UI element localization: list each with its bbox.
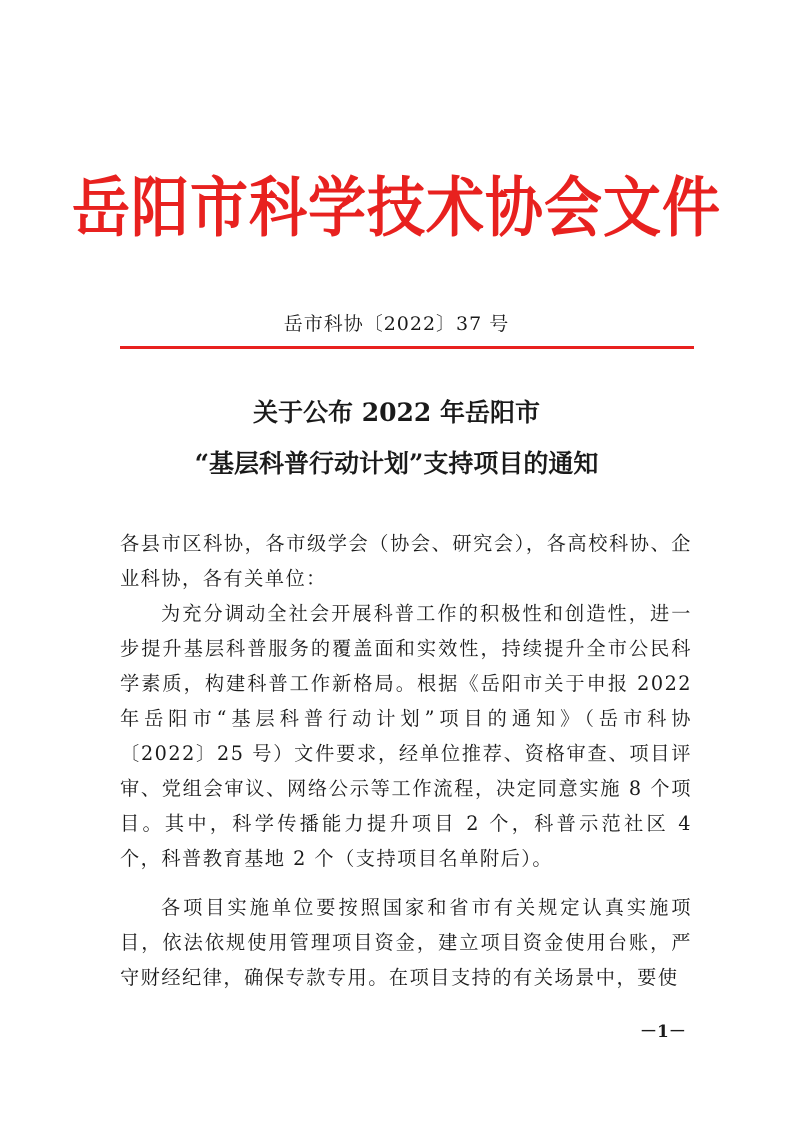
- body-paragraph-2: 各项目实施单位要按照国家和省市有关规定认真实施项目，依法依规使用管理项目资金，建立项目资金使用台账，严守财经纪律，确保专款专用。在项目支持的有关场景中，要使: [120, 896, 692, 989]
- red-divider-line: [120, 346, 694, 349]
- document-masthead: 岳阳市科学技术协会文件: [71, 169, 721, 246]
- document-number: 岳市科协〔2022〕37 号: [283, 313, 510, 335]
- notice-title-line-2: “基层科普行动计划”支持项目的通知: [194, 449, 599, 478]
- salutation-paragraph: 各县市区科协，各市级学会（协会、研究会），各高校科协、企业科协，各有关单位：: [120, 532, 692, 590]
- page-number: －1－: [640, 1022, 686, 1042]
- body-paragraph-1: 为充分调动全社会开展科普工作的积极性和创造性，进一步提升基层科普服务的覆盖面和实效性，持续提升全市公民科学素质，构建科普工作新格局。根据《岳阳市关于申报 2022 年岳阳市“基层科普行动计划”项目的通知》（岳市科协〔2022〕25 号）文件要求，经单位推荐、资格审查、项目评审、党组会审议、网络公示等工作流程，决定同意实施 8 个项目。其中，科学传播能力提升项目 2 个，科普示范社区 4 个，科普教育基地 2 个（支持项目名单附后）。: [120, 602, 692, 870]
- notice-title-line-1: 关于公布 2022 年岳阳市: [253, 398, 540, 427]
